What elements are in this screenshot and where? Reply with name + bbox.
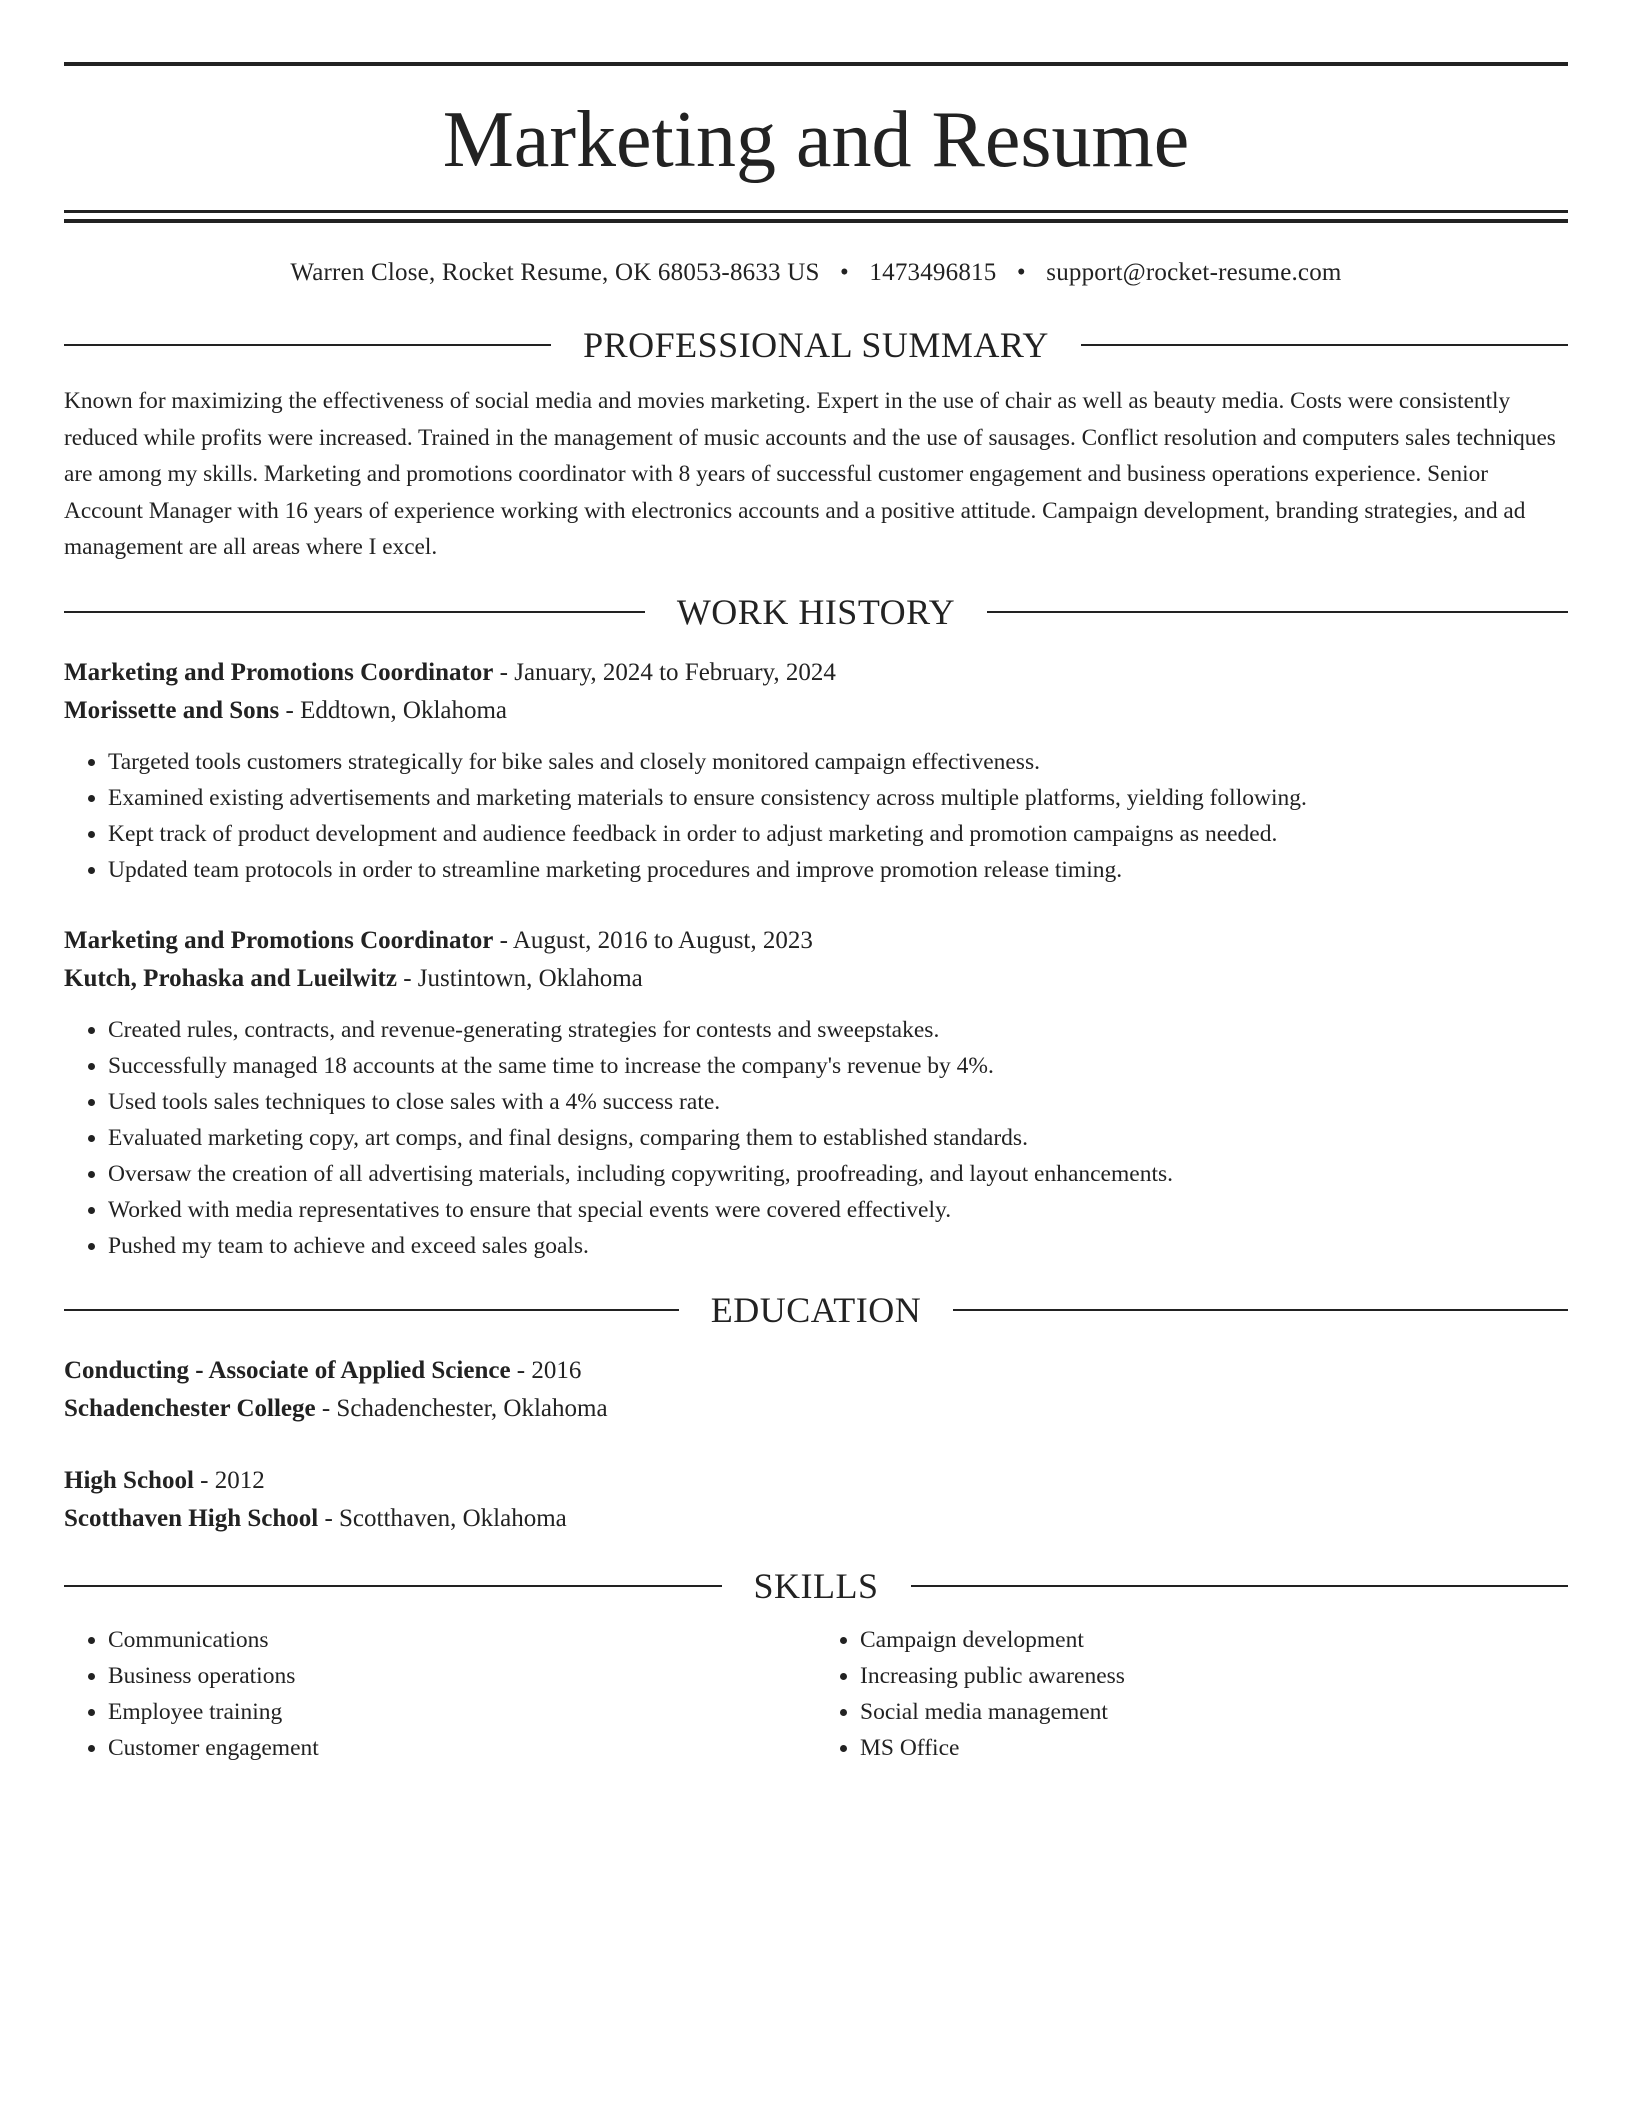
heading-rule [64,344,551,346]
list-item: • Updated team protocols in order to streamline marketing procedures and improve promotion release timing. [108,852,1568,888]
job-bullets [64,744,1568,888]
education-entry [64,1352,1568,1428]
school-location: - Schadenchester, Oklahoma [315,1394,608,1422]
job-company: Kutch, Prohaska and Lueilwitz [64,964,397,992]
summary-text: Known for maximizing the effectiveness of social media and movies marketing. Expert in the use of chair as well as beauty media. Costs were consistently reduced while profits were increased. Trained in the management of music accounts and the use of sausages. Conflict resolution and computers sales techniques are among my skills. Marketing and promotions coordinator with 8 years of successful customer engagement and business operations experience. Senior Account Manager with 16 years of experience working with electronics accounts and a positive attitude. Campaign development, branding strategies, and ad management are all areas where I excel. [64,388,1556,560]
school-line [64,1390,1568,1428]
school: Schadenchester College [64,1394,316,1422]
contact-line [64,253,1568,293]
contact-separator: • [1016,259,1026,286]
job-entry [64,922,1568,1264]
contact-email: support@rocket-resume.com [1046,259,1342,286]
list-item: • Targeted tools customers strategically for bike sales and closely monitored campaign effectiveness. [108,744,1568,780]
skill-item: • Customer engagement [108,1730,816,1766]
list-item: • Worked with media representatives to ensure that special events were covered effectively. [108,1192,1568,1228]
school: Scotthaven High School [64,1504,319,1532]
job-company-line [64,960,1568,998]
section-heading-summary [64,323,1568,367]
job-dates: - August, 2016 to August, 2023 [493,926,813,954]
degree-line [64,1462,1568,1500]
section-heading-skills [64,1564,1568,1608]
section-title: EDUCATION [710,1289,922,1330]
double-rule [64,210,1568,223]
section-heading-work [64,590,1568,634]
heading-rule [953,1309,1568,1311]
degree-year: - 2012 [193,1466,265,1494]
job-company-line [64,692,1568,730]
heading-rule [64,611,645,613]
section-title: SKILLS [753,1565,879,1606]
job-title: Marketing and Promotions Coordinator [64,658,494,686]
skills-grid [64,1622,1568,1766]
heading-rule [987,611,1568,613]
contact-phone: 1473496815 [869,259,997,286]
list-item: • Kept track of product development and audience feedback in order to adjust marketing and promotion campaigns as needed. [108,816,1568,852]
list-item: • Successfully managed 18 accounts at the same time to increase the company's revenue by 4%. [108,1048,1568,1084]
job-bullets [64,1012,1568,1264]
list-item: • Created rules, contracts, and revenue-generating strategies for contests and sweepstakes. [108,1012,1568,1048]
job-dates: - January, 2024 to February, 2024 [493,658,836,686]
job-location: - Justintown, Oklahoma [396,964,643,992]
degree: High School [64,1466,194,1494]
list-item: • Examined existing advertisements and marketing materials to ensure consistency across multiple platforms, yielding following. [108,780,1568,816]
school-location: - Scotthaven, Oklahoma [318,1504,567,1532]
school-line [64,1500,1568,1538]
list-item: • Evaluated marketing copy, art comps, and final designs, comparing them to established standards. [108,1120,1568,1156]
skill-item: • Communications [108,1622,816,1658]
skill-item: • Campaign development [860,1622,1568,1658]
section-title: WORK HISTORY [676,591,956,632]
heading-rule [911,1585,1569,1587]
skills-column-right [816,1622,1568,1766]
job-title-line [64,922,1568,960]
heading-rule [1081,344,1568,346]
list-item: • Used tools sales techniques to close sales with a 4% success rate. [108,1084,1568,1120]
top-rule [64,62,1568,66]
skills-column-left [64,1622,816,1766]
resume-name: Marketing and Resume [442,96,1190,184]
list-item: • Oversaw the creation of all advertising materials, including copywriting, proofreading, and layout enhancements. [108,1156,1568,1192]
heading-rule [64,1585,722,1587]
job-title: Marketing and Promotions Coordinator [64,926,494,954]
job-location: - Eddtown, Oklahoma [279,696,508,724]
degree-year: - 2016 [510,1356,582,1384]
skill-item: • Increasing public awareness [860,1658,1568,1694]
skill-item: • Business operations [108,1658,816,1694]
degree: Conducting - Associate of Applied Science [64,1356,511,1384]
list-item: • Pushed my team to achieve and exceed sales goals. [108,1228,1568,1264]
education-entry [64,1462,1568,1538]
skill-item: • Social media management [860,1694,1568,1730]
heading-rule [64,1309,679,1311]
job-title-line [64,654,1568,692]
degree-line [64,1352,1568,1390]
section-heading-education [64,1288,1568,1332]
section-title: PROFESSIONAL SUMMARY [583,325,1049,365]
contact-address: Warren Close, Rocket Resume, OK 68053-8633 US [290,259,820,286]
contact-separator: • [840,259,849,286]
job-company: Morissette and Sons [64,696,280,724]
skill-item: • Employee training [108,1694,816,1730]
skill-item: • MS Office [860,1730,1568,1766]
job-entry [64,654,1568,888]
